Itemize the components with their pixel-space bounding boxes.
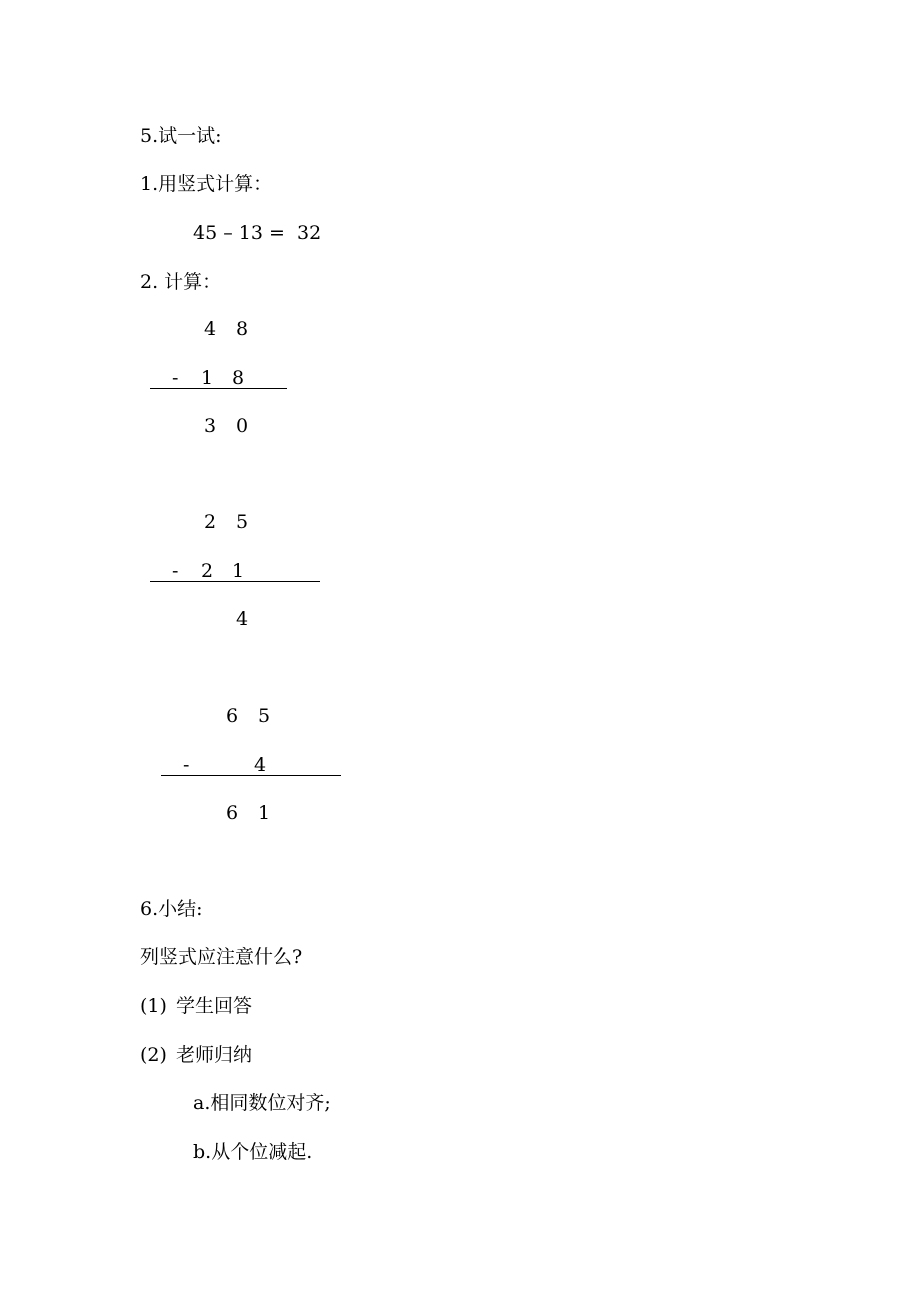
section-5-heading: 5.试一试: [140,125,222,147]
minus-sign: - [172,560,179,582]
minuend-tens-digit: 2 [204,511,217,533]
list-marker: (2) [140,1044,167,1066]
section-6-heading: 6.小结: [140,898,203,920]
question-1-answer: 32 [297,222,322,244]
question-1-label: 1.用竖式计算： [140,173,273,195]
result-tens-digit: 3 [204,415,217,437]
minuend-tens-digit: 4 [204,318,217,340]
subtrahend-ones-digit: 4 [254,754,267,776]
minuend-tens-digit: 6 [226,705,239,727]
list-item-text: 老师归纳 [176,1044,253,1066]
sum-line [150,388,287,389]
minuend-ones-digit: 5 [236,511,249,533]
subtrahend-ones-digit: 1 [232,560,245,582]
result-ones-digit: 4 [236,608,249,630]
subtrahend-ones-digit: 8 [232,367,245,389]
question-2-label: 2. 计算： [140,271,222,293]
result-tens-digit: 6 [226,802,239,824]
subtrahend-tens-digit: 1 [201,367,214,389]
question-1-expression: 45 – 13 = [193,222,285,244]
minus-sign: - [172,367,179,389]
list-marker: (1) [140,995,167,1017]
sum-line [150,581,320,582]
minuend-ones-digit: 8 [236,318,249,340]
result-ones-digit: 0 [236,415,249,437]
minus-sign: - [183,754,190,776]
summary-point-a: a.相同数位对齐; [193,1092,331,1114]
result-ones-digit: 1 [258,802,271,824]
list-item-text: 学生回答 [176,995,253,1017]
minuend-ones-digit: 5 [258,705,271,727]
subtrahend-tens-digit: 2 [201,560,214,582]
sum-line [161,775,341,776]
summary-question: 列竖式应注意什么? [140,946,303,968]
summary-point-b: b.从个位减起. [193,1141,313,1163]
